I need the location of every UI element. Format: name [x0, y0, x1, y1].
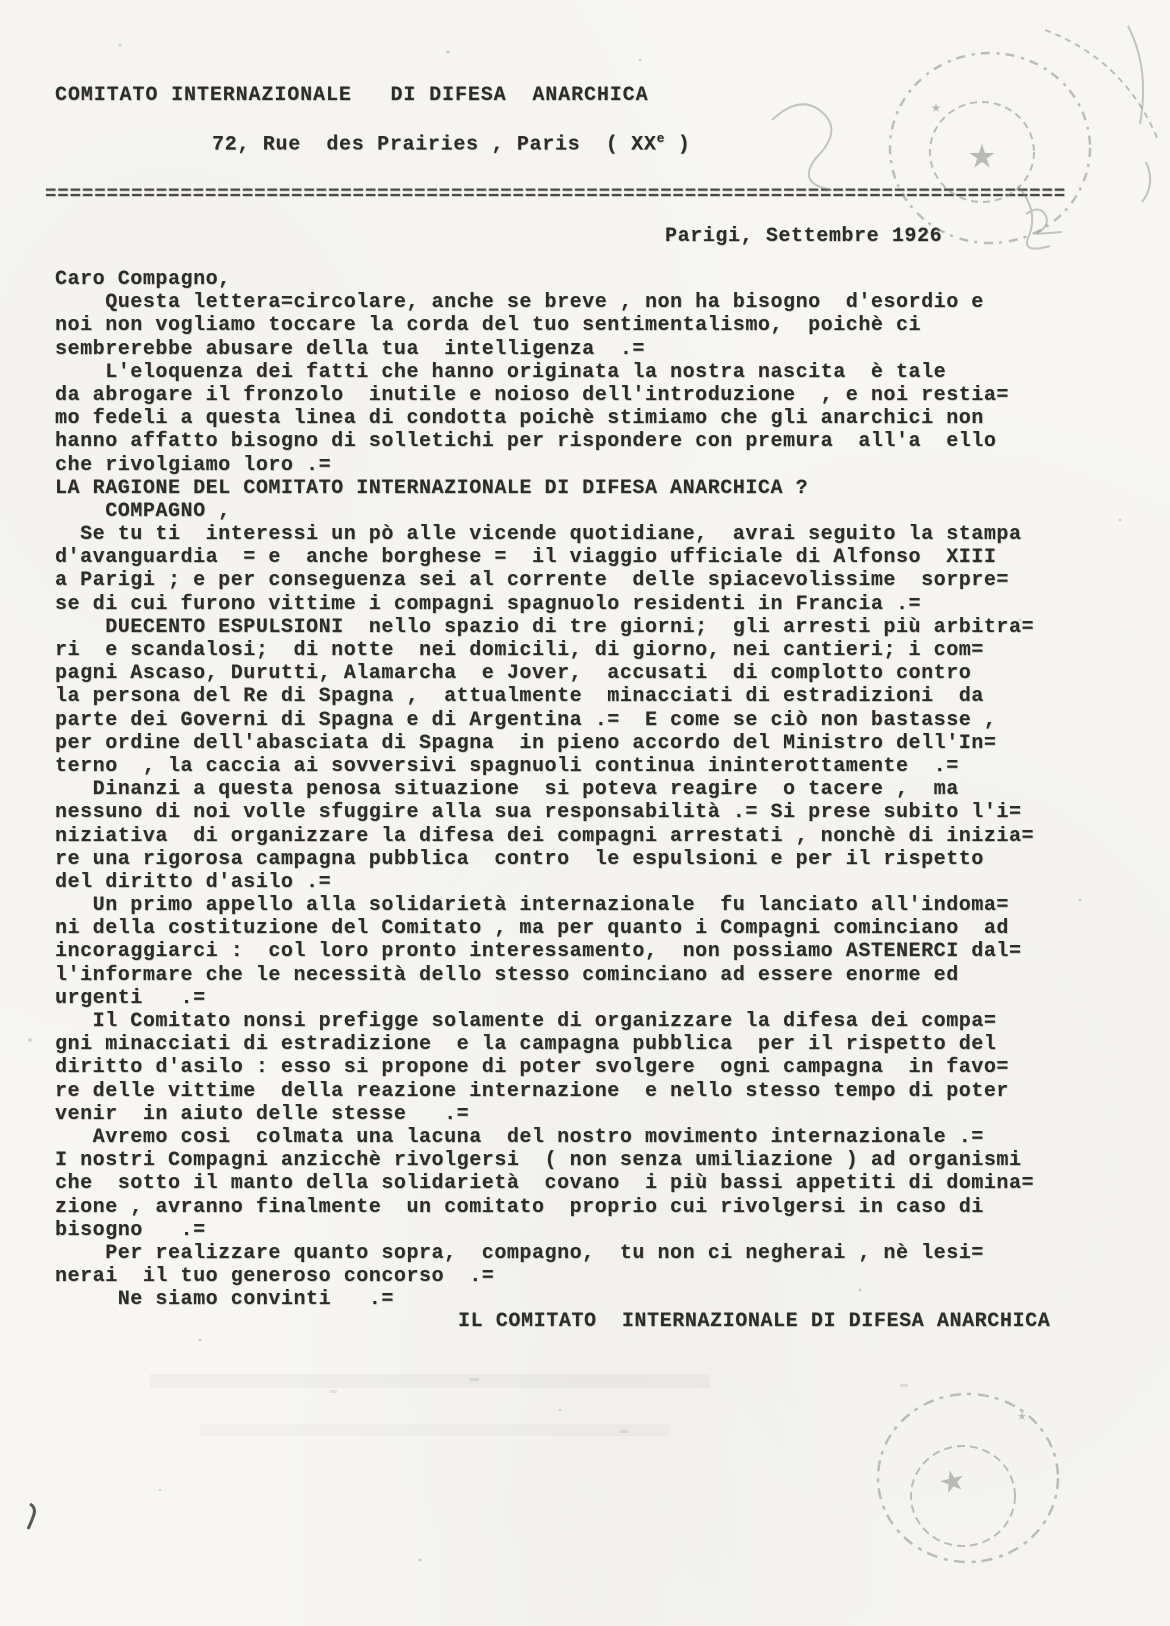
address-superscript: e	[656, 131, 666, 146]
letter-line: DUECENTO ESPULSIONI nello spazio di tre giorni; gli arresti più arbitra=	[55, 615, 1035, 639]
org-name: COMITATO INTERNAZIONALE DI DIFESA ANARCHICA	[55, 84, 649, 107]
letter-line: COMPAGNO ,	[55, 499, 231, 523]
letter-line: terno , la caccia ai sovversivi spagnuoli continua ininterottamente .=	[55, 754, 959, 778]
letter-line: ri e scandalosi; di notte nei domicili, di giorno, nei cantieri; i com=	[55, 639, 984, 662]
letter-line: Se tu ti interessi un pò alle vicende quotidiane, avrai seguito la stampa	[55, 523, 1022, 547]
letter-line: venir in aiuto delle stesse .=	[55, 1102, 470, 1126]
letter-line: re una rigorosa campagna pubblica contro le espulsioni e per il rispetto	[55, 847, 984, 871]
letter-line: noi non vogliamo toccare la corda del tuo sentimentalismo, poichè ci	[55, 314, 922, 338]
small-star-icon: ★	[1017, 1408, 1027, 1425]
letter-line: l'informare che le necessità dello stesso cominciano ad essere enorme ed	[55, 963, 959, 987]
letter-line: Avremo cosi colmata una lacuna del nostro movimento internazionale .=	[55, 1125, 984, 1149]
letter-line: del diritto d'asilo .=	[55, 870, 332, 894]
letter-line: Ne siamo convinti .=	[55, 1288, 394, 1312]
letter-line: che rivolgiamo loro .=	[55, 453, 332, 477]
address-text: 72, Rue des Prairies , Paris ( XX	[212, 133, 657, 157]
star-icon: ★	[968, 130, 996, 182]
dateline: Parigi, Settembre 1926	[665, 225, 943, 248]
letter-line: ni della costituzione del Comitato , ma per quanto i Compagni cominciano ad	[55, 917, 1009, 941]
letter-line: niziativa di organizzare la difesa dei compagni arrestati , nonchè di inizia=	[55, 824, 1035, 848]
letter-line: Caro Compagno,	[55, 268, 231, 291]
letter-line: LA RAGIONE DEL COMITATO INTERNAZIONALE DI DIFESA ANARCHICA ?	[55, 476, 809, 500]
letter-line: nessuno di noi volle sfuggire alla sua responsabilità .= Si prese subito l'i=	[55, 801, 1022, 825]
letter-line: pagni Ascaso, Durutti, Alamarcha e Jover, accusati di complotto contro	[55, 662, 972, 686]
letter-line: a Parigi ; e per conseguenza sei al corrente delle spiacevolissime sorpre=	[55, 569, 1009, 593]
letter-line: se di cui furono vittime i compagni spagnuolo residenti in Francia .=	[55, 592, 922, 616]
letter-line: mo fedeli a questa linea di condotta poichè stimiamo che gli anarchici non	[55, 407, 984, 431]
letter-line: urgenti .=	[55, 986, 206, 1010]
letter-line: Dinanzi a questa penosa situazione si poteva reagire o tacere , ma	[55, 778, 959, 802]
letter-line: d'avanguardia = e anche borghese = il viaggio ufficiale di Alfonso XIII	[55, 546, 997, 570]
letter-line: parte dei Governi di Spagna e di Argentina .= E come se ciò non bastasse ,	[55, 708, 997, 732]
letter-line: da abrogare il fronzolo inutile e noioso dell'introduzione , e noi restia=	[55, 383, 1009, 407]
letter-line: Un primo appello alla solidarietà internazionale fu lanciato all'indoma=	[55, 894, 1009, 918]
letter-line: I nostri Compagni anzicchè rivolgersi ( non senza umiliazione ) ad organismi	[55, 1149, 1022, 1173]
address-line	[212, 131, 691, 157]
letter-line: hanno affatto bisogno di solletichi per rispondere con premura all'a ello	[55, 430, 997, 454]
letter-line: nerai il tuo generoso concorso .=	[55, 1265, 495, 1289]
letter-line: incoraggiarci : col loro pronto interessamento, non possiamo ASTENERCI dal=	[55, 940, 1022, 964]
separator-line: ===================================================================================	[45, 183, 1067, 205]
letter-line: per ordine dell'abasciata di Spagna in pieno accordo del Ministro dell'In=	[55, 731, 997, 755]
letter-line: Per realizzare quanto sopra, compagno, tu non ci negherai , nè lesi=	[55, 1241, 984, 1265]
letter-line: gni minacciati di estradizione e la campagna pubblica per il rispetto del	[55, 1033, 997, 1057]
letter-line: sembrerebbe abusare della tua intelligenza .=	[55, 337, 645, 361]
signature-line: IL COMITATO INTERNAZIONALE DI DIFESA ANARCHICA	[458, 1310, 1051, 1333]
letter-line: Questa lettera=circolare, anche se breve , non ha bisogno d'esordio e	[55, 291, 984, 315]
letter-line: la persona del Re di Spagna , attualmente minacciati di estradizioni da	[55, 685, 984, 709]
letter-line: Il Comitato nonsi prefigge solamente di organizzare la difesa dei compa=	[55, 1010, 997, 1033]
letter-line: re delle vittime della reazione internazione e nello stesso tempo di poter	[55, 1079, 1009, 1103]
handwritten-marks	[772, 26, 1150, 249]
letter-line: diritto d'asilo : esso si propone di poter svolgere ogni campagna in favo=	[55, 1056, 1009, 1080]
letter-line: zione , avranno finalmente un comitato proprio cui rivolgersi in caso di	[55, 1195, 984, 1219]
letter-line: che sotto il manto della solidarietà covano i più bassi appetiti di domina=	[55, 1172, 1035, 1196]
star-icon: ★	[934, 1454, 971, 1508]
small-star-icon: ★	[930, 99, 942, 118]
address-text-end: )	[665, 133, 691, 157]
stamp-top-right-icon	[890, 30, 1158, 243]
letter-body	[55, 268, 1034, 1311]
letter-line: L'eloquenza dei fatti che hanno originata la nostra nascita è tale	[55, 360, 947, 384]
letter-line: bisogno .=	[55, 1218, 206, 1242]
stamp-bottom-right-icon	[878, 1394, 1058, 1562]
ink-mark-bottom-left	[28, 1504, 34, 1529]
